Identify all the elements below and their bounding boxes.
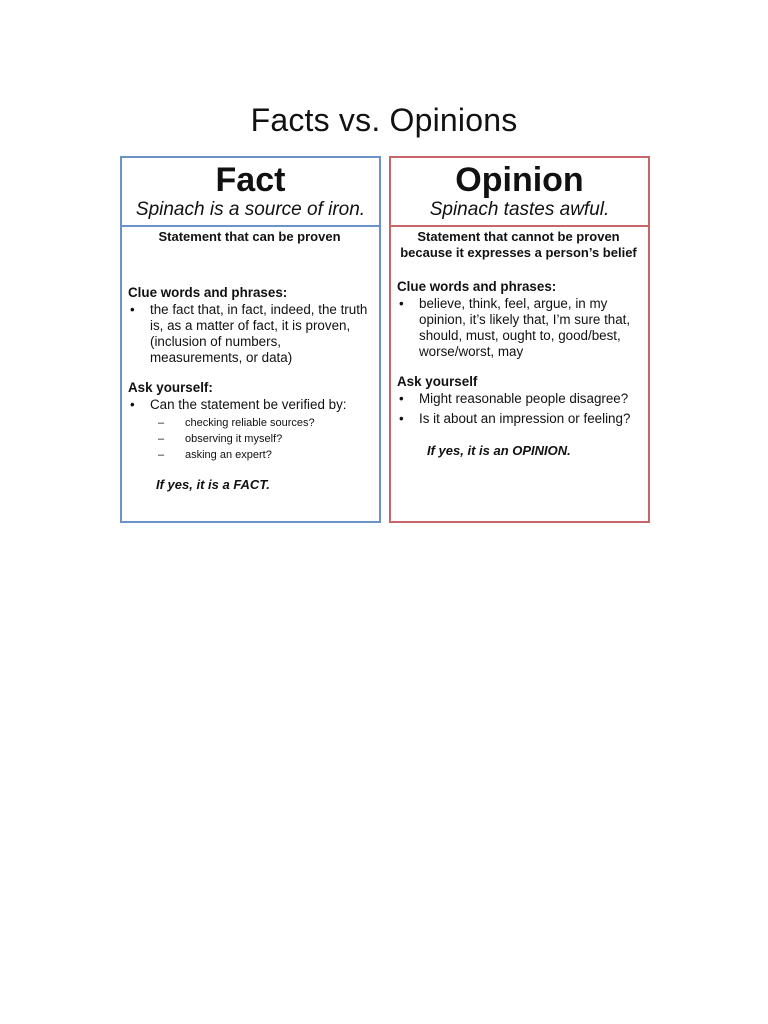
fact-ask-section (128, 380, 371, 463)
fact-clue-label: Clue words and phrases: (128, 285, 288, 300)
list-item: • Might reasonable people disagree? (397, 391, 640, 407)
opinion-heading: Opinion (455, 161, 584, 199)
fact-conclusion: If yes, it is a FACT. (156, 477, 270, 492)
opinion-ask-list (397, 391, 640, 427)
opinion-conclusion: If yes, it is an OPINION. (427, 443, 571, 458)
list-item: • the fact that, in fact, indeed, the truth is, as a matter of fact, it is proven, (inclusion of numbers, measurements, or data) (128, 302, 371, 366)
fact-ask-list (128, 397, 371, 463)
fact-ask-item-text: Can the statement be verified by: (150, 397, 347, 412)
opinion-clue-label: Clue words and phrases: (397, 279, 557, 294)
fact-card-header (122, 158, 379, 227)
opinion-card (389, 156, 650, 523)
list-item: • believe, think, feel, argue, in my opinion, it’s likely that, I’m sure that, should, must, ought to, good/best, worse/worst, may (397, 296, 640, 360)
fact-ask-sub-list (150, 415, 371, 463)
page-title: Facts vs. Opinions (250, 102, 518, 138)
fact-heading: Fact (215, 161, 286, 199)
opinion-clue-list (397, 296, 640, 360)
opinion-card-header (391, 158, 648, 227)
fact-clue-list (128, 302, 371, 366)
fact-ask-label: Ask yourself: (128, 380, 213, 395)
list-item: – observing it myself? (158, 431, 371, 447)
fact-card-body (122, 227, 379, 493)
list-item (128, 397, 371, 463)
opinion-clue-section (397, 279, 640, 360)
opinion-card-body (391, 227, 648, 459)
opinion-ask-label: Ask yourself (397, 374, 478, 389)
opinion-ask-section (397, 374, 640, 427)
opinion-example: Spinach tastes awful. (429, 199, 610, 220)
fact-statement: Statement that can be proven (158, 229, 341, 244)
list-item: • Is it about an impression or feeling? (397, 411, 640, 427)
opinion-statement: Statement that cannot be proven because it expresses a person’s belief (400, 229, 637, 260)
list-item: – checking reliable sources? (158, 415, 371, 431)
list-item: – asking an expert? (158, 447, 371, 463)
fact-card (120, 156, 381, 523)
fact-clue-section (128, 285, 371, 366)
fact-example: Spinach is a source of iron. (135, 199, 366, 220)
